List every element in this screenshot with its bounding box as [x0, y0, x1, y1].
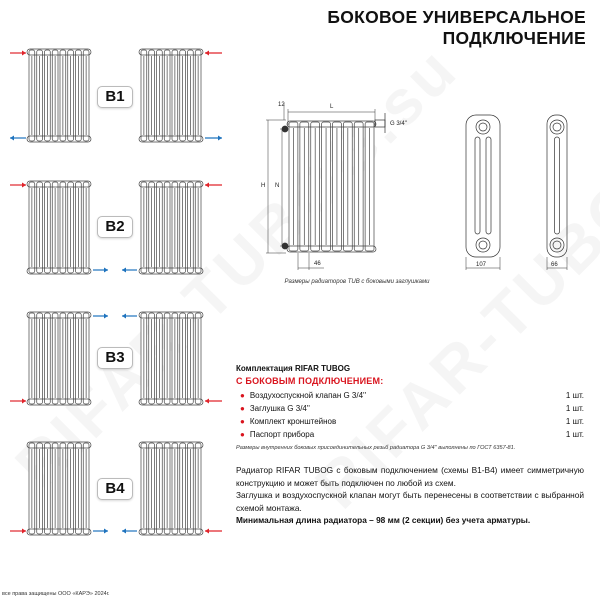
title-line-1: БОКОВОЕ УНИВЕРСАЛЬНОЕ [327, 7, 586, 27]
supply-arrow-icon [205, 399, 222, 404]
item-qty: 1 шт. [565, 391, 584, 400]
list-item [236, 402, 584, 415]
dim-12: 12 [278, 102, 285, 108]
bullet-icon: ● [240, 391, 245, 400]
item-qty: 1 шт. [565, 417, 584, 426]
footer-copyright: все права защищены ООО «КАРЭ» 2024г. [2, 591, 110, 597]
return-arrow-icon [93, 268, 108, 273]
scheme-label-b1: B1 [97, 86, 133, 108]
radiator-icon [27, 49, 91, 142]
dim-thread: G 3/4'' [390, 121, 407, 127]
list-item [236, 415, 584, 428]
page-title [327, 7, 586, 49]
list-item [236, 389, 584, 402]
item-name: Паспорт прибора [249, 430, 315, 439]
supply-arrow-icon [10, 183, 26, 188]
dim-h: H [261, 183, 266, 189]
return-arrow-icon [122, 314, 137, 319]
item-name: Заглушка G 3/4'' [249, 404, 310, 413]
dim-46: 46 [314, 261, 321, 267]
radiator-icon [27, 442, 91, 535]
scheme-label-b3: B3 [97, 347, 133, 369]
scheme-label-b4: B4 [97, 478, 133, 500]
supply-arrow-icon [10, 529, 26, 534]
radiator-icon [139, 181, 203, 274]
return-arrow-icon [93, 529, 108, 534]
return-arrow-icon [122, 268, 137, 273]
radiator-icon [139, 442, 203, 535]
return-arrow-icon [205, 136, 222, 141]
kit-note: Размеры внутренних боковых присоединительных резьб радиатора G 3/4'' выполнены по ГОСТ 6357-81. [236, 445, 516, 451]
item-qty: 1 шт. [565, 404, 584, 413]
description-p1: Радиатор RIFAR TUBOG с боковым подключением (схемы В1-В4) имеет симметричную конструкцию и может быть подключен по любой из схем. [236, 465, 584, 488]
radiator-icon [139, 312, 203, 405]
technical-drawing [250, 95, 600, 275]
description-p3: Минимальная длина радиатора – 98 мм (2 секции) без учета арматуры. [236, 515, 531, 526]
return-arrow-icon [93, 314, 108, 319]
supply-arrow-icon [10, 399, 26, 404]
radiator-icon [27, 312, 91, 405]
kit-list [236, 389, 584, 441]
return-arrow-icon [122, 529, 137, 534]
supply-arrow-icon [205, 51, 222, 56]
item-name: Комплект кронштейнов [249, 417, 337, 426]
description [236, 464, 584, 527]
dim-n: N [275, 183, 280, 189]
bullet-icon: ● [240, 430, 245, 439]
kit-section [236, 364, 584, 451]
return-arrow-icon [10, 136, 26, 141]
radiator-icon [27, 181, 91, 274]
dim-66: 66 [551, 262, 558, 268]
dim-l: L [330, 104, 334, 110]
dim-107: 107 [476, 262, 487, 268]
bullet-icon: ● [240, 404, 245, 413]
item-qty: 1 шт. [565, 430, 584, 439]
description-p2: Заглушка и воздухоспускной клапан могут быть перенесены в соответствии с выбранной схемой монтажа. [236, 490, 584, 513]
supply-arrow-icon [205, 529, 222, 534]
title-line-2: ПОДКЛЮЧЕНИЕ [442, 28, 586, 48]
kit-subtitle: С БОКОВЫМ ПОДКЛЮЧЕНИЕМ: [236, 376, 384, 386]
kit-title: Комплектация RIFAR TUBOG [236, 364, 351, 373]
list-item [236, 428, 584, 441]
bullet-icon: ● [240, 417, 245, 426]
supply-arrow-icon [205, 183, 222, 188]
scheme-label-b2: B2 [97, 216, 133, 238]
radiator-icon [287, 121, 376, 252]
drawing-caption: Размеры радиаторов TUB с боковыми заглушками [284, 279, 430, 285]
radiator-icon [139, 49, 203, 142]
supply-arrow-icon [10, 51, 26, 56]
item-name: Воздухоспускной клапан G 3/4'' [249, 391, 367, 400]
connection-schemes [0, 0, 230, 560]
